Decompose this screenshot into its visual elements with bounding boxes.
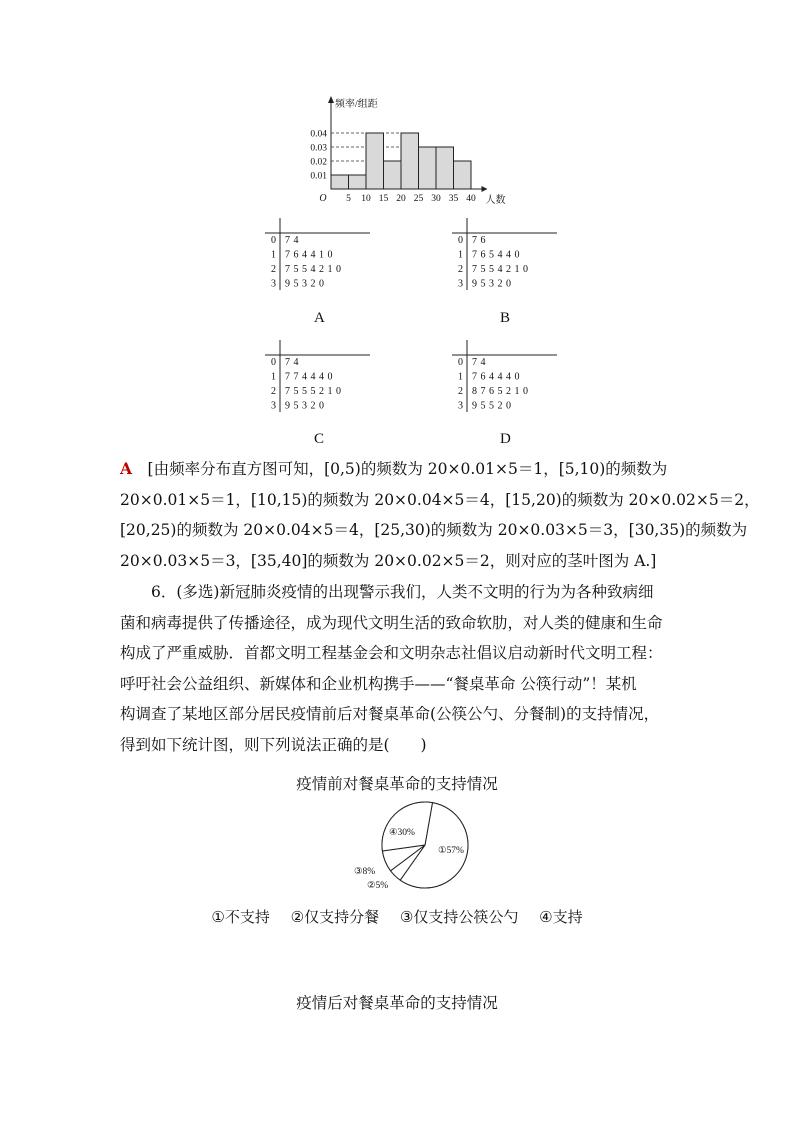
histogram-bar	[384, 161, 402, 189]
leaf-values: 9 5 3 2 0	[472, 278, 512, 290]
leaf-values: 7 5 5 4 2 1 0	[285, 264, 342, 275]
leaf-values: 7 4	[285, 235, 299, 246]
legend-item: ③仅支持公筷公勺	[399, 908, 519, 926]
y-axis-arrow	[328, 96, 334, 103]
option-c-label: C	[314, 431, 325, 447]
leaf-values: 7 7 4 4 4 0	[285, 371, 333, 383]
histogram-bar	[366, 133, 384, 189]
leaf-values: 7 4	[285, 357, 299, 368]
question-line: 得到如下统计图，则下列说法正确的是( )	[120, 735, 427, 754]
leaf-values: 7 5 5 5 2 1 0	[285, 386, 342, 397]
answer-line: [20,25)的频数为 20×0.04×5＝4，[25,30)的频数为 20×0.03×5＝3，[30,35)的频数为	[120, 521, 748, 539]
question-6	[120, 577, 680, 760]
frequency-histogram	[300, 95, 530, 210]
question-line: 构调查了某地区部分居民疫情前后对餐桌革命(公筷公勺、分餐制)的支持情况，	[120, 705, 660, 723]
x-tick-label: 15	[378, 194, 389, 204]
stem-value: 2	[271, 386, 276, 397]
pie-label: ③8%	[354, 867, 376, 877]
stem-value: 0	[458, 235, 463, 246]
pie-chart-title: 疫情前对餐桌革命的支持情况	[296, 775, 498, 793]
y-axis-label: 频率/组距	[335, 99, 378, 110]
x-tick-label: 40	[466, 194, 476, 204]
stem-value: 3	[271, 400, 276, 412]
question-line: 构成了严重威胁．首都文明工程基金会和文明杂志社倡议启动新时代文明工程：	[120, 644, 663, 662]
stem-value: 1	[458, 249, 463, 261]
stem-value: 3	[271, 278, 276, 290]
pie-label: ①57%	[438, 846, 464, 856]
stem-value: 1	[271, 371, 276, 383]
answer-line: 20×0.03×5＝3，[35,40]的频数为 20×0.02×5＝2，则对应的茎叶图为 A.]	[120, 551, 657, 570]
stem-value: 1	[271, 249, 276, 261]
x-tick-label: 35	[448, 194, 459, 204]
leaf-values: 7 6 4 4 4 0	[472, 371, 520, 383]
x-tick-label: 10	[361, 194, 371, 204]
stem-leaf-plot-c	[265, 340, 385, 420]
origin-label: O	[319, 193, 327, 204]
stem-leaf-plot-b	[452, 218, 572, 298]
leaf-values: 7 6	[472, 235, 486, 246]
y-tick-label: 0.04	[310, 129, 327, 140]
legend-item: ①不支持	[211, 908, 270, 926]
leaf-values: 8 7 6 5 2 1 0	[472, 386, 529, 397]
x-tick-label: 25	[413, 194, 424, 204]
histogram-bar	[401, 133, 419, 189]
option-a-label: A	[314, 310, 325, 326]
stem-value: 0	[271, 235, 276, 246]
answer-explanation	[120, 454, 760, 576]
option-c-stemleaf	[265, 340, 385, 424]
y-tick-label: 0.02	[310, 157, 327, 168]
stem-value: 2	[271, 264, 276, 275]
histogram-bar	[349, 175, 367, 189]
legend-item: ④支持	[539, 908, 583, 926]
legend-item: ②仅支持分餐	[290, 908, 380, 926]
answer-line: [由频率分布直方图可知，[0,5)的频数为 20×0.01×5＝1，[5,10)的频数为	[147, 460, 668, 478]
option-b-stemleaf	[452, 218, 572, 302]
answer-letter: A	[120, 459, 133, 478]
y-tick-label: 0.03	[310, 143, 327, 154]
stem-value: 1	[458, 371, 463, 383]
x-axis-arrow	[482, 186, 488, 192]
stem-leaf-plot-d	[452, 340, 572, 420]
stem-leaf-plot-a	[265, 218, 385, 298]
leaf-values: 7 4	[472, 357, 486, 368]
stem-value: 3	[458, 400, 463, 412]
y-tick-label: 0.01	[310, 171, 327, 182]
stem-value: 2	[458, 386, 463, 397]
histogram-bar	[454, 161, 472, 189]
leaf-values: 9 5 5 2 0	[472, 400, 512, 412]
option-a-stemleaf	[265, 218, 385, 302]
stem-value: 2	[458, 264, 463, 275]
leaf-values: 7 6 5 4 4 0	[472, 249, 520, 261]
leaf-values: 9 5 3 2 0	[285, 400, 325, 412]
leaf-values: 9 5 3 2 0	[285, 278, 325, 290]
pie-legend	[0, 906, 794, 927]
pie-slice	[382, 802, 432, 851]
x-tick-label: 20	[396, 194, 406, 204]
stem-value: 3	[458, 278, 463, 290]
support-pie-chart	[340, 798, 480, 898]
histogram-bar	[331, 175, 349, 189]
pie-label: ④30%	[389, 828, 415, 838]
second-chart-title: 疫情后对餐桌革命的支持情况	[296, 994, 498, 1012]
question-line: 呼吁社会公益组织、新媒体和企业机构携手——“餐桌革命 公筷行动”！某机	[120, 674, 637, 693]
question-line: 6．(多选)新冠肺炎疫情的出现警示我们，人类不文明的行为为各种致病细	[151, 583, 654, 601]
x-tick-label: 30	[431, 194, 441, 204]
option-d-stemleaf	[452, 340, 572, 424]
leaf-values: 7 6 4 4 1 0	[285, 249, 333, 261]
histogram-bar	[419, 147, 437, 189]
question-line: 菌和病毒提供了传播途径，成为现代文明生活的致命软肋，对人类的健康和生命	[120, 613, 663, 632]
option-d-label: D	[500, 431, 511, 447]
histogram-bar	[436, 147, 454, 189]
pie-label: ②5%	[367, 881, 389, 891]
stem-value: 0	[271, 357, 276, 368]
option-b-label: B	[500, 310, 511, 326]
x-tick-label: 5	[346, 194, 351, 204]
stem-value: 0	[458, 357, 463, 368]
x-axis-label: 人数	[485, 195, 506, 206]
answer-line: 20×0.01×5＝1，[10,15)的频数为 20×0.04×5＝4，[15,20)的频数为 20×0.02×5＝2，	[120, 490, 760, 509]
leaf-values: 7 5 5 4 2 1 0	[472, 264, 529, 275]
